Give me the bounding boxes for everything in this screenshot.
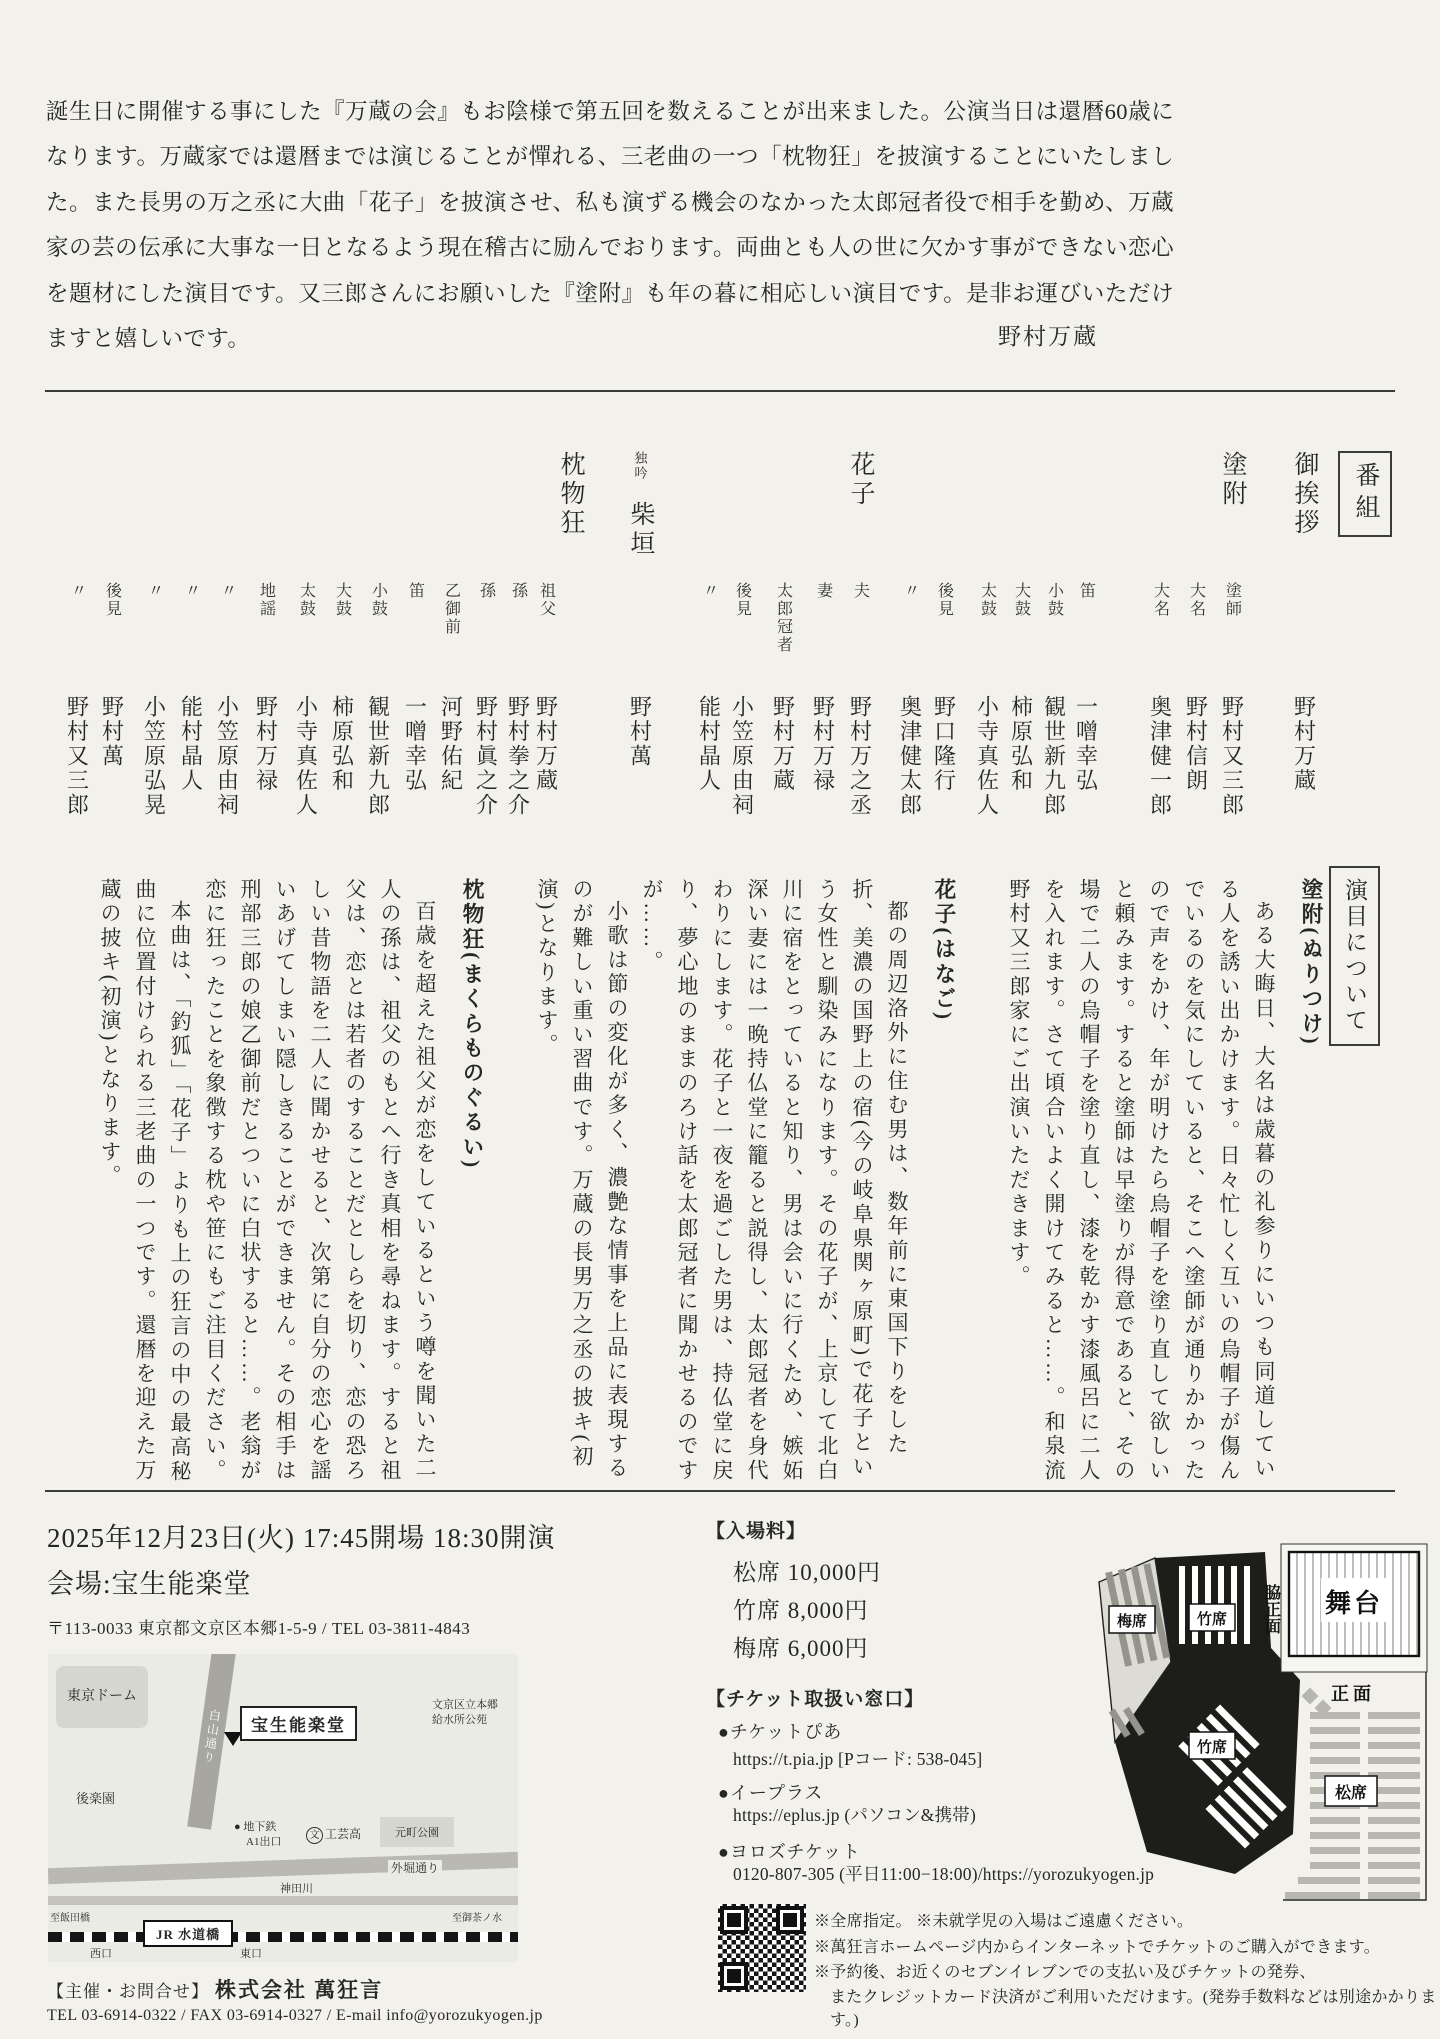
piece-title: 御挨拶	[1291, 451, 1318, 538]
outlet-yorozu-detail: 0120-807-305 (平日11:00−18:00)/https://yorozukyogen.jp	[733, 1864, 1155, 1884]
cast-column	[1007, 445, 1035, 877]
cast-column	[364, 445, 392, 877]
piece-subtitle: 独吟	[632, 451, 648, 481]
map-school-label	[306, 1826, 361, 1844]
map-venue-label: 宝生能楽堂	[240, 1706, 357, 1741]
role-label: 〃	[68, 582, 86, 600]
price-ume	[733, 1630, 869, 1663]
map-subway-line2: A1出口	[246, 1835, 282, 1848]
outlets-title: 【チケット取扱い窓口】	[706, 1689, 925, 1710]
map-kanda-river	[48, 1896, 518, 1905]
seat-class: 松席	[733, 1560, 781, 1585]
cast-column	[140, 445, 168, 877]
organizer-label: 【主催・お問合せ】	[47, 1982, 209, 2001]
role-label: 後見	[733, 582, 751, 618]
performer-name: 一噌幸弘	[402, 695, 428, 793]
performer-name: 野村又三郎	[1219, 695, 1245, 818]
note-line2: ※萬狂言ホームページ内からインターネットでチケットのご購入ができます。	[814, 1939, 1381, 1956]
map-school-name: 工芸高	[325, 1827, 362, 1841]
event-venue: 会場:宝生能楽堂	[47, 1569, 252, 1599]
piece-title: 花子	[847, 451, 874, 509]
role-label: 大鼓	[1012, 582, 1030, 618]
role-label: 太郎冠者	[774, 582, 792, 654]
seating-chart	[1085, 1542, 1430, 1902]
note-line4: またクレジットカード決済がご利用いただけます。(発券手数料などは別途かかります。)	[830, 1989, 1437, 2029]
performer-name: 河野佑紀	[438, 695, 464, 793]
piece-makuramonogurui	[556, 445, 584, 877]
outlet-pia: ●チケットぴあ	[718, 1722, 843, 1742]
event-address: 〒113-0033 東京都文京区本郷1-5-9 / TEL 03-3811-4843	[47, 1619, 471, 1638]
map-jr-line	[48, 1932, 518, 1942]
cast-column	[292, 445, 320, 877]
performer-name: 野村信朗	[1183, 695, 1209, 793]
performer-name: 能村晶人	[696, 695, 722, 793]
cast-column	[769, 445, 797, 877]
ume-label: 梅席	[1116, 1614, 1148, 1630]
performer-name: 奥津健太郎	[897, 695, 923, 818]
map-to-iidabashi: 至飯田橋	[50, 1913, 90, 1924]
admission-title: 【入場料】	[706, 1521, 807, 1542]
performer-name: 野村万禄	[810, 695, 836, 793]
performer-name: 野村万蔵	[770, 695, 796, 793]
organizer-name: 株式会社 萬狂言	[215, 1978, 384, 2002]
performer-name: 小笠原由祠	[729, 695, 755, 818]
cast-column	[328, 445, 356, 877]
role-label: 地謡	[257, 582, 275, 618]
note-line1: ※全席指定。 ※未就学児の入場はご遠慮ください。	[814, 1913, 1194, 1930]
role-label: 妻	[814, 582, 832, 600]
outlet-pia-detail: https://t.pia.jp [Pコード: 538-045]	[733, 1749, 983, 1769]
role-label: 後見	[935, 582, 953, 618]
cast-column	[1072, 445, 1100, 877]
role-label: 後見	[103, 582, 121, 618]
role-label: 孫	[509, 582, 527, 600]
cast-column	[1040, 445, 1068, 877]
about-text: 小歌は節の変化が多く、濃艶な情事を上品に表現するのが難しい重い習曲です。万蔵の長男万之丞の披キ(初演)となります。	[535, 878, 629, 1481]
program-section	[0, 445, 1440, 877]
map-subway-line1: ● 地下鉄	[234, 1821, 277, 1833]
performer-name: 一噌幸弘	[1073, 695, 1099, 793]
performer-name: 野村又三郎	[64, 695, 90, 818]
cast-column	[728, 445, 756, 877]
role-label: 〃	[700, 582, 718, 600]
performer-name: 小笠原由祠	[214, 695, 240, 818]
seat-class: 竹席	[733, 1598, 781, 1623]
cast-column	[213, 445, 241, 877]
cast-column	[252, 445, 280, 877]
performer-name: 観世新九郎	[365, 695, 391, 818]
map-east-exit: 東口	[240, 1948, 262, 1960]
about-section-title: 演目について	[1329, 866, 1380, 1046]
role-label: 塗師	[1223, 582, 1241, 618]
role-label: 太鼓	[297, 582, 315, 618]
divider-top	[45, 390, 1395, 392]
seat-class: 梅席	[733, 1636, 781, 1661]
price-matsu	[733, 1554, 881, 1587]
cast-column	[973, 445, 1001, 877]
map-kanda-river-label: 神田川	[280, 1883, 313, 1895]
performer-name: 観世新九郎	[1041, 695, 1067, 818]
map-to-ochanomizu: 至御茶ノ水	[452, 1913, 502, 1924]
stage-label: 舞台	[1324, 1589, 1384, 1618]
cast-column	[1182, 445, 1210, 877]
outlet-eplus-detail: https://eplus.jp (パソコン&携帯)	[733, 1805, 977, 1825]
piece-title: 枕物狂	[557, 451, 584, 538]
map-west-exit: 西口	[90, 1948, 112, 1960]
role-label: 大鼓	[333, 582, 351, 618]
map-road-sotobori-label: 外堀通り	[388, 1860, 442, 1876]
piece-title: 塗附	[1219, 451, 1246, 509]
program-section-title: 番組	[1338, 451, 1392, 537]
cast-column	[98, 445, 126, 877]
role-label: 〃	[901, 582, 919, 600]
take-upper-label: 竹席	[1196, 1612, 1228, 1628]
cast-column	[930, 445, 958, 877]
school-symbol: 文	[306, 1827, 323, 1844]
cast-column	[177, 445, 205, 877]
event-datetime: 2025年12月23日(火) 17:45開場 18:30開演	[47, 1523, 556, 1553]
map-road-sotobori	[48, 1852, 518, 1884]
performer-name: 奥津健一郎	[1147, 695, 1173, 818]
cast-column	[809, 445, 837, 877]
about-text: 百歳を超えた祖父が恋をしているという噂を聞いた二人の孫は、祖父のもとへ行き真相を尋ねます。すると祖父は、恋とは若者のすることだとしらを切り、恋の恐ろしい昔物語を二人に聞かせると、次第に自分の恋心を謡いあげてしまい隠しきることができません。その相手は刑部三郎の娘乙御前だとついに白状すると……。老翁が恋に狂ったことを象徴する枕や笹にもご注目ください。	[203, 878, 437, 1483]
organizer	[47, 1974, 383, 2004]
role-label: 夫	[851, 582, 869, 600]
cast-column	[1146, 445, 1174, 877]
greeting-text: 誕生日に開催する事にした『万蔵の会』もお陰様で第五回を数えることが出来ました。公演当日は還暦60歳になります。万蔵家では還暦までは演じることが憚れる、三老曲の一つ「枕物狂」を披演することにいたしました。また長男の万之丞に大曲「花子」を披演させ、私も演ずる機会のなかった太郎冠者役で相手を勤め、万蔵家の芸の伝承に大事な一日となるよう現在稽古に励んでおります。両曲とも人の世に欠かす事ができない恋心を題材にした演目です。又三郎さんにお願いした『塗附』も年の暮に相応しい演目です。是非お運びいただけますと嬉しいです。	[46, 98, 1174, 351]
map-park-line2: 給水所公苑	[432, 1713, 487, 1726]
role-label: 〃	[182, 582, 200, 600]
map-jr-station: JR 水道橋	[143, 1920, 233, 1947]
cast-column	[532, 445, 560, 877]
cast-column	[437, 445, 465, 877]
role-label: 大名	[1151, 582, 1169, 618]
performer-name: 野村万蔵	[1291, 695, 1317, 793]
qr-code	[718, 1904, 806, 1992]
about-heading-hanago: 花子(はなご)	[932, 878, 956, 1023]
role-label: 小鼓	[369, 582, 387, 618]
map-subway-exit	[234, 1820, 281, 1850]
cast-column	[504, 445, 532, 877]
map-park-line1: 文京区立本郷	[432, 1699, 498, 1711]
role-label: 笛	[406, 582, 424, 600]
map-tokyo-dome: 東京ドーム	[56, 1666, 148, 1728]
cast-column	[63, 445, 91, 877]
about-section	[36, 878, 1328, 1492]
piece-goaisatsu	[1290, 445, 1318, 877]
organizer-contact: TEL 03-6914-0322 / FAX 03-6914-0327 / E-mail info@yorozukyogen.jp	[47, 2007, 543, 2024]
map-korakuen-label: 後楽園	[76, 1791, 116, 1806]
role-label: 小鼓	[1045, 582, 1063, 618]
access-map	[48, 1654, 518, 1962]
piece-nuritsuke	[1218, 445, 1246, 877]
role-label: 孫	[477, 582, 495, 600]
piece-hanago	[846, 445, 874, 877]
role-label: 〃	[145, 582, 163, 600]
price-take	[733, 1592, 869, 1625]
divider-bottom	[45, 1490, 1395, 1492]
matsu-label: 松席	[1334, 1785, 1368, 1802]
performer-name: 柿原弘和	[1008, 695, 1034, 793]
performer-name: 野村眞之介	[473, 695, 499, 818]
performer-name: 野村萬	[627, 695, 653, 769]
piece-shibagaki	[626, 445, 654, 877]
role-label: 太鼓	[978, 582, 996, 618]
front-label: 正面	[1331, 1684, 1375, 1704]
cast-column	[401, 445, 429, 877]
performer-name: 野村万禄	[253, 695, 279, 793]
outlet-eplus: ●イープラス	[718, 1783, 824, 1803]
about-text: 本曲は、「釣狐」「花子」よりも上の狂言の中の最高秘曲に位置付けられる三老曲の一つです。還暦を迎えた万蔵の披キ(初演)となります。	[98, 878, 192, 1485]
performer-name: 小寺真佐人	[974, 695, 1000, 818]
side-front-label: 脇正面	[1262, 1584, 1280, 1635]
outlet-yorozu: ●ヨロズチケット	[718, 1842, 861, 1862]
map-motomachi-park: 元町公園	[380, 1817, 454, 1847]
cast-column	[695, 445, 723, 877]
seat-price: 8,000円	[787, 1598, 869, 1623]
performer-name: 小笠原弘晃	[141, 695, 167, 818]
about-text: 都の周辺洛外に住む男は、数年前に東国下りをした折、美濃の国野上の宿(今の岐阜県関ヶ原町)で花子という女性と馴染みになります。その花子が、上京して北白川に宿をとっていると知り、男は会いに行くため、嫉妬深い妻には一晩持仏堂に籠ると説得し、太郎冠者を身代わりにします。花子と一夜を過ごした男は、持仏堂に戻り、夢心地のままのろけ話を太郎冠者に聞かせるのですが……。	[640, 878, 909, 1483]
about-heading-nuritsuke: 塗附(ぬりつけ)	[1299, 878, 1323, 1047]
about-text: ある大晦日、大名は歳暮の礼参りにいつも同道している人を誘い出かけます。日々忙しく互いの烏帽子が傷んでいるのを気にしていると、そこへ塗師が通りかかったので声をかけ、年が明けたら烏帽子を塗り直して欲しいと頼みます。すると塗師は早塗りが得意であると、その場で二人の烏帽子を塗り直し、漆を乾かす漆風呂に二人を入れます。さて頃合いよく開けてみると……。和泉流野村又三郎家にご出演いただきます。	[1007, 878, 1276, 1483]
performer-name: 柿原弘和	[329, 695, 355, 793]
seat-price: 6,000円	[787, 1636, 869, 1661]
map-park-label	[432, 1698, 498, 1728]
note-line3: ※予約後、お近くのセブンイレブンでの支払い及びチケットの発券、	[814, 1964, 1316, 1981]
role-label: 乙御前	[442, 582, 460, 636]
map-road-hakusan-label: 白山通り	[200, 1707, 223, 1766]
performer-name: 小寺真佐人	[293, 695, 319, 818]
performer-name: 野村萬	[99, 695, 125, 769]
seat-price: 10,000円	[787, 1560, 881, 1585]
about-heading-makura: 枕物狂(まくらものぐるい)	[460, 878, 484, 1171]
performer-name: 野村万之丞	[847, 695, 873, 818]
cast-column	[472, 445, 500, 877]
role-label: 大名	[1187, 582, 1205, 618]
greeting-signature: 野村万蔵	[998, 324, 1098, 349]
role-label: 祖父	[537, 582, 555, 618]
take-lower-label: 竹席	[1196, 1740, 1228, 1756]
role-label: 笛	[1077, 582, 1095, 600]
cast-column	[896, 445, 924, 877]
performer-name: 能村晶人	[178, 695, 204, 793]
performer-name: 野口隆行	[931, 695, 957, 793]
role-label: 〃	[218, 582, 236, 600]
piece-title: 柴垣	[627, 501, 654, 559]
performer-name: 野村拳之介	[505, 695, 531, 818]
performer-name: 野村万蔵	[533, 695, 559, 793]
